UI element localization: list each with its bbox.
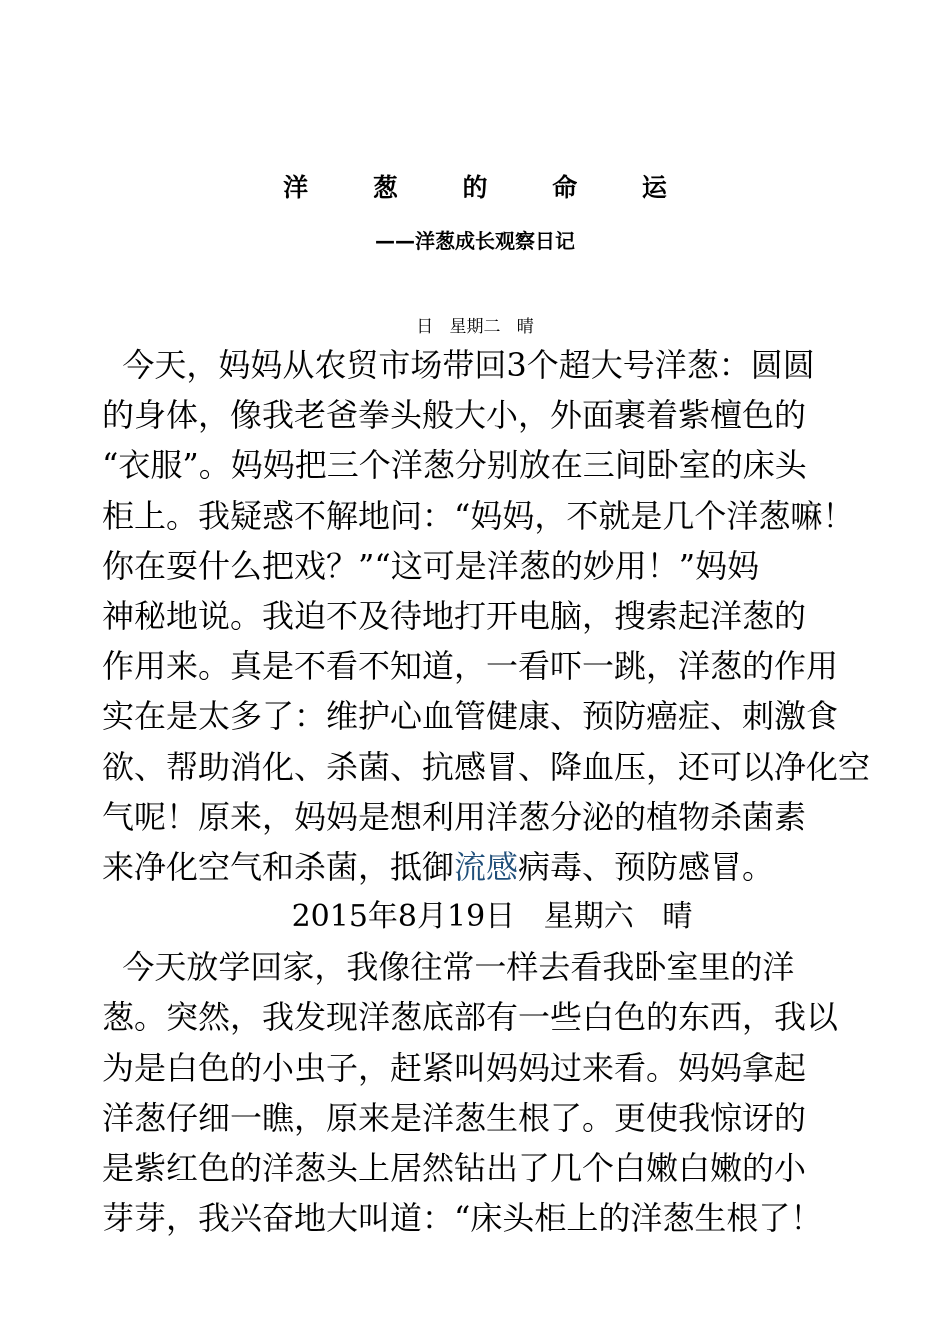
- text-line: 今天，妈妈从农贸市场带回3个超大号洋葱：圆圆: [102, 346, 815, 384]
- text-segment: 病毒、预防感冒。: [518, 847, 775, 886]
- text-line: 洋葱仔细一瞧，原来是洋葱生根了。更使我惊讶的: [102, 1098, 807, 1137]
- text-line: 的身体，像我老爸拳头般大小，外面裹着紫檀色的: [102, 396, 807, 435]
- entry-date-2: 2015年8月19日 星期六 晴: [291, 899, 693, 935]
- text-line: 是紫红色的洋葱头上居然钻出了几个白嫩白嫩的小: [102, 1149, 807, 1187]
- text-line: 你在耍什么把戏？”“这可是洋葱的妙用！”妈妈: [102, 546, 760, 585]
- text-line: 实在是太多了：维护心血管健康、预防癌症、刺激食: [102, 697, 839, 736]
- text-segment: 来净化空气和杀菌，抵御: [102, 847, 455, 886]
- text-line: 今天放学回家，我像往常一样去看我卧室里的洋: [102, 948, 795, 987]
- text-line: 芽芽，我兴奋地大叫道：“床头柜上的洋葱生根了！: [102, 1199, 823, 1238]
- entry-date-1: 日 星期二 晴: [416, 317, 534, 337]
- text-line: 柜上。我疑惑不解地问：“妈妈，不就是几个洋葱嘛！: [102, 496, 855, 535]
- document-title: 洋 葱 的 命 运: [283, 173, 695, 202]
- text-line: 气呢！原来，妈妈是想利用洋葱分泌的植物杀菌素: [102, 797, 807, 836]
- flu-link[interactable]: 流感: [454, 847, 519, 886]
- diary-body: [102, 340, 882, 1243]
- text-line: 欲、帮助消化、杀菌、抗感冒、降血压，还可以净化空: [102, 747, 871, 786]
- text-line: 作用来。真是不看不知道，一看吓一跳，洋葱的作用: [102, 647, 839, 686]
- text-line: 葱。突然，我发现洋葱底部有一些白色的东西，我以: [102, 998, 839, 1037]
- text-line-with-link: [102, 842, 882, 892]
- text-line: “衣服”。妈妈把三个洋葱分别放在三间卧室的床头: [102, 446, 807, 485]
- text-line: 为是白色的小虫子，赶紧叫妈妈过来看。妈妈拿起: [102, 1048, 807, 1087]
- document-subtitle: ——洋葱成长观察日记: [375, 229, 575, 253]
- text-line: 神秘地说。我迫不及待地打开电脑，搜索起洋葱的: [102, 596, 807, 635]
